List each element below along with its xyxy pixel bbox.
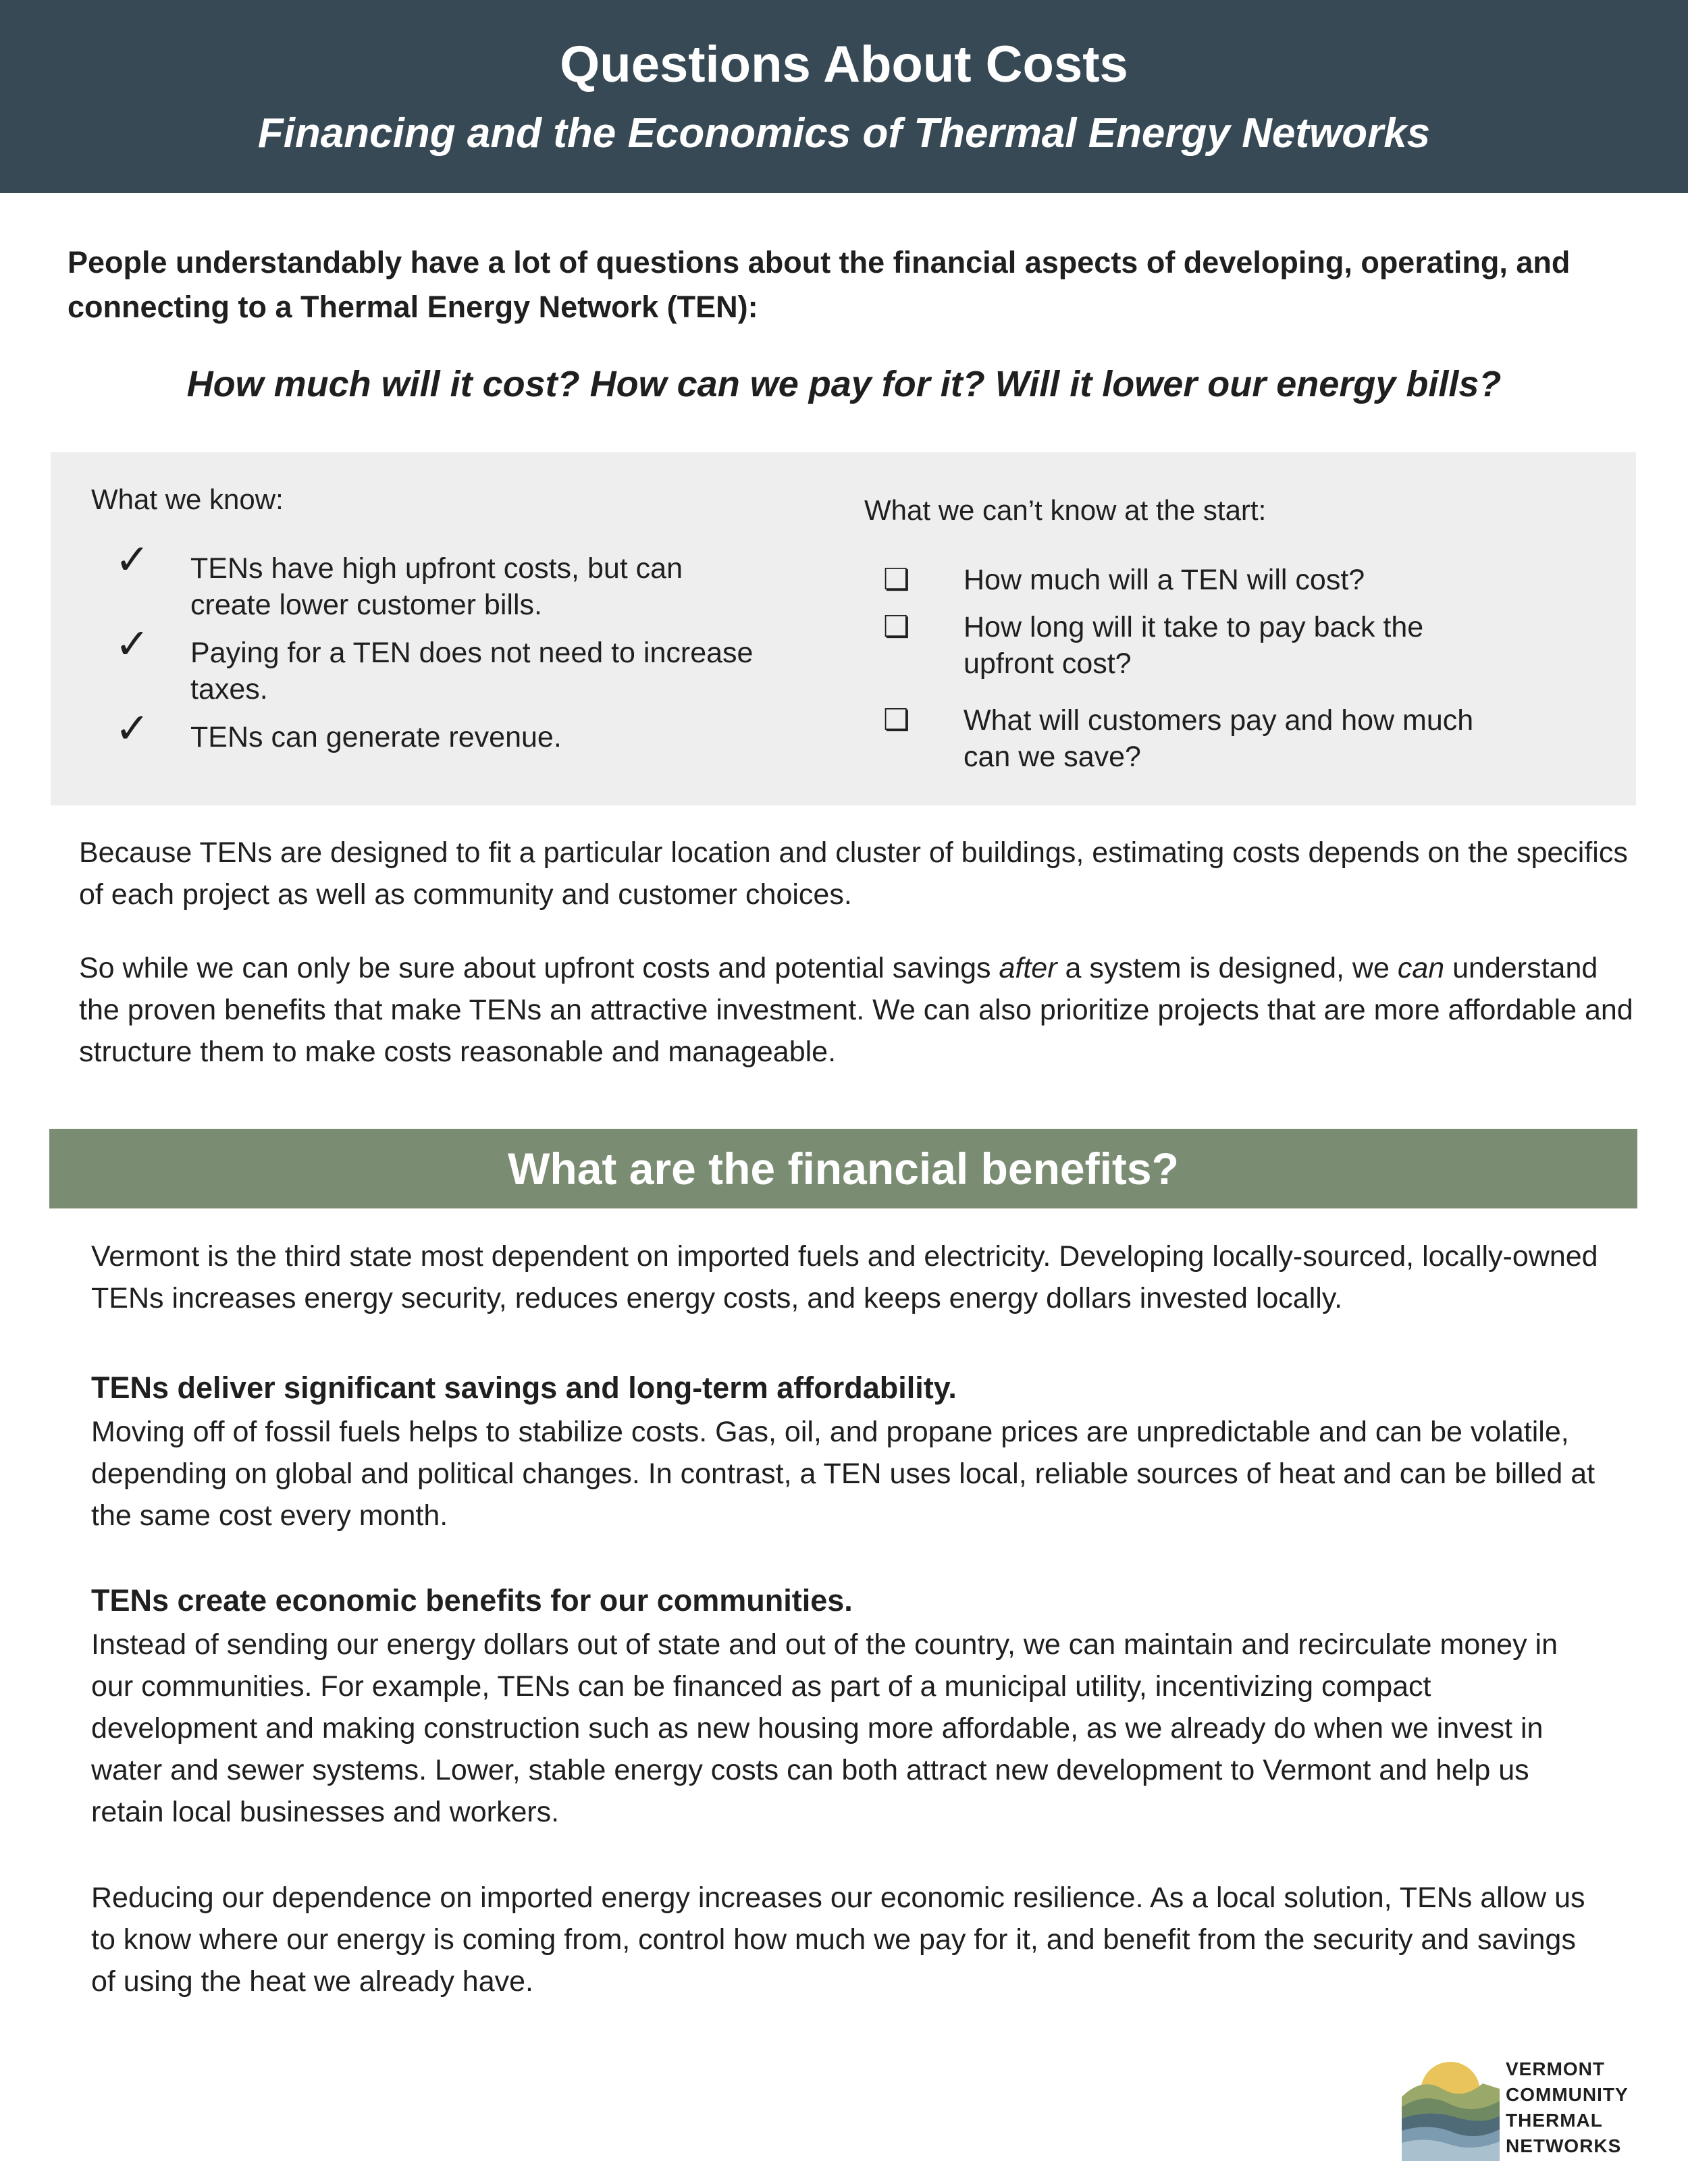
intro-text: People understandably have a lot of questions about the financial aspects of developing, operating, and connecting to a Thermal Energy Network (TEN): [68, 245, 1571, 324]
logo-line: NETWORKS [1506, 2135, 1622, 2156]
savings-paragraph: Moving off of fossil fuels helps to stabilize costs. Gas, oil, and propane prices are unpredictable and can be volatile, depending on global and political changes. In contrast, a TEN uses local, reliable sources of heat and can be billed at the same cost every month. [91, 1416, 1595, 1532]
benefits-heading: What are the financial benefits? [508, 1144, 1179, 1194]
checkmark-icon: ✓ [115, 621, 150, 668]
know-panel [51, 452, 1636, 805]
logo-wordmark [1506, 2056, 1629, 2159]
p2-part-a: So while we can only be sure about upfront costs and potential savings [79, 952, 999, 984]
p2-part-b: a system is designed, we [1057, 952, 1398, 984]
cant-know-item-text: How long will it take to pay back the upfront cost? [964, 611, 1424, 680]
benefits-paragraph: Vermont is the third state most dependent on imported fuels and electricity. Developing locally-sourced, locally-owned TENs increases energy security, reduces energy costs, and keeps energy dollars invested locally. [91, 1240, 1598, 1314]
cant-know-item-text: How much will a TEN will cost? [964, 564, 1365, 596]
cant-know-heading: What we can’t know at the start: [864, 494, 1267, 526]
logo-line: VERMONT [1506, 2058, 1605, 2079]
page-subtitle: Financing and the Economics of Thermal Energy Networks [257, 110, 1431, 157]
vctn-logo [1402, 2050, 1638, 2164]
p2-can-emphasis: can [1397, 952, 1445, 984]
checkmark-icon: ✓ [115, 705, 150, 752]
know-heading: What we know: [91, 483, 284, 515]
checkbox-icon: ❏ [883, 610, 910, 643]
logo-line: THERMAL [1506, 2110, 1603, 2131]
economic-paragraph: Instead of sending our energy dollars out of state and out of the country, we can maintain and recirculate money in our communities. For example, TENs can be financed as part of a municipal utility, incentivizing compact development and making construction such as new housing more affordable, as we already do when we invest in water and sewer systems. Lower, stable energy costs can both attract new development to Vermont and help us retain local businesses and workers. [91, 1628, 1558, 1828]
know-item-text: TENs can generate revenue. [190, 721, 562, 753]
checkbox-icon: ❏ [883, 563, 910, 596]
checkmark-icon: ✓ [115, 537, 150, 583]
logo-mark-icon [1402, 2050, 1500, 2161]
body-paragraph-1: Because TENs are designed to fit a particular location and cluster of buildings, estimating costs depends on the specifics of each project as well as community and customer choices. [79, 836, 1628, 911]
logo-line: COMMUNITY [1506, 2084, 1629, 2105]
p2-part-c: understand the proven benefits that make TENs an attractive investment. We can also prioritize projects that are more affordable and structure them to make costs reasonable and manageable. [79, 952, 1633, 1068]
economic-heading: TENs create economic benefits for our communities. [91, 1583, 853, 1618]
know-item-text: Paying for a TEN does not need to increase taxes. [190, 637, 754, 705]
resilience-paragraph: Reducing our dependence on imported energy increases our economic resilience. As a local solution, TENs allow us to know where our energy is coming from, control how much we pay for it, and benefit from the security and savings of using the heat we already have. [91, 1882, 1585, 1998]
p2-after-emphasis: after [999, 952, 1057, 984]
checkbox-icon: ❏ [883, 703, 910, 737]
benefits-section-bar [49, 1129, 1637, 1208]
savings-heading: TENs deliver significant savings and long-term affordability. [91, 1370, 957, 1405]
page-header [0, 0, 1688, 193]
page-title: Questions About Costs [560, 36, 1128, 93]
body-paragraph-2 [79, 947, 1645, 1073]
cant-know-item-text: What will customers pay and how much can we save? [964, 704, 1474, 773]
know-item-text: TENs have high upfront costs, but can create lower customer bills. [190, 552, 683, 621]
key-questions: How much will it cost? How can we pay for it? Will it lower our energy bills? [186, 364, 1502, 404]
